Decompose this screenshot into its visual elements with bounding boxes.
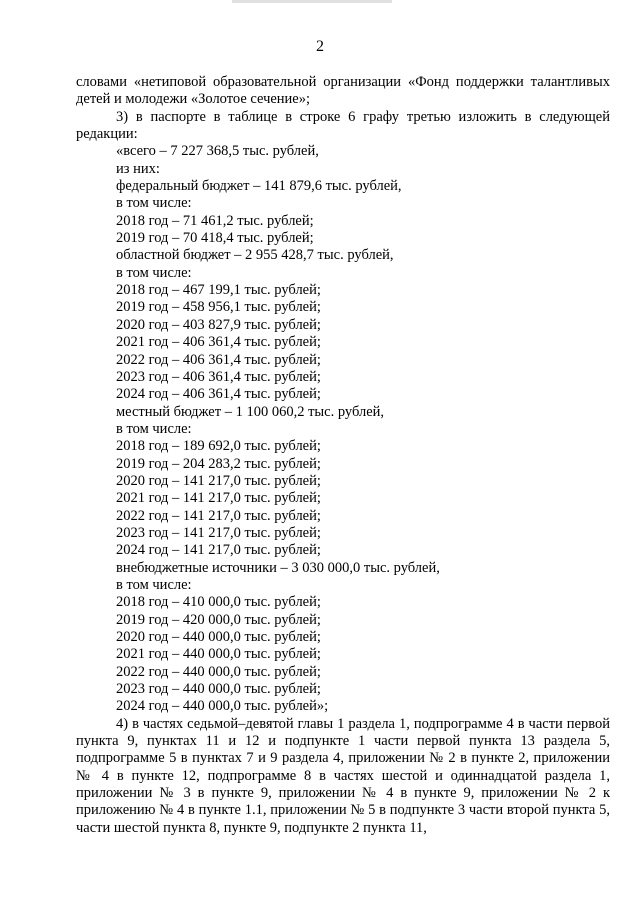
funding-line: 2020 год – 403 827,9 тыс. рублей; [116,316,321,333]
funding-line: в том числе: [116,264,192,281]
scan-artifact [232,0,392,3]
funding-line: 2024 год – 141 217,0 тыс. рублей; [116,542,321,559]
funding-line: 2018 год – 71 461,2 тыс. рублей; [116,212,314,229]
funding-line: 2023 год – 440 000,0 тыс. рублей; [116,681,321,698]
funding-line: федеральный бюджет – 141 879,6 тыс. рублей, [116,178,402,195]
funding-line: 2019 год – 458 956,1 тыс. рублей; [116,299,321,316]
funding-line: внебюджетные источники – 3 030 000,0 тыс. рублей, [116,559,440,576]
funding-line: из них: [116,160,160,177]
funding-line: 2022 год – 440 000,0 тыс. рублей; [116,663,321,680]
funding-line: в том числе: [116,420,192,437]
funding-line: в том числе: [116,576,192,593]
funding-line: 2022 год – 406 361,4 тыс. рублей; [116,351,321,368]
funding-line: 2019 год – 420 000,0 тыс. рублей; [116,611,321,628]
document-body [76,74,610,837]
funding-line: 2023 год – 406 361,4 тыс. рублей; [116,368,321,385]
funding-line: 2019 год – 70 418,4 тыс. рублей; [116,230,314,247]
funding-line: областной бюджет – 2 955 428,7 тыс. рублей, [116,247,394,264]
funding-line: 2021 год – 406 361,4 тыс. рублей; [116,334,321,351]
intro-paragraph: словами «нетиповой образовательной организации «Фонд поддержки талантливых детей и молодежи «Золотое сечение»; [76,74,610,108]
funding-line: 2022 год – 141 217,0 тыс. рублей; [116,507,321,524]
funding-line: 2018 год – 189 692,0 тыс. рублей; [116,438,321,455]
funding-line: 2024 год – 440 000,0 тыс. рублей»; [116,698,329,715]
funding-list [76,143,610,715]
funding-line: в том числе: [116,195,192,212]
item-4-paragraph: 4) в частях седьмой–девятой главы 1 раздела 1, подпрограмме 4 в части первой пункта 9, пунктах 11 и 12 и подпункте 1 части первой пункта 13 раздела 5, подпрограмме 5 в пунктах 7 и 9 раздела 4, приложении № 2 в пункте 2, приложении № 4 в пункте 12, подпрограмме 8 в частях шестой и одиннадцатой раздела 1, приложении № 3 в пункте 9, приложении № 4 в пункте 9, приложении № 2 к приложению № 4 в пункте 1.1, приложении № 5 в подпункте 3 части второй пункта 5, части шестой пункта 8, пункте 9, подпункте 2 пункта 11, [76,715,610,836]
page-number: 2 [316,38,324,55]
funding-line: 2021 год – 141 217,0 тыс. рублей; [116,490,321,507]
funding-line: 2019 год – 204 283,2 тыс. рублей; [116,455,321,472]
funding-line: 2024 год – 406 361,4 тыс. рублей; [116,386,321,403]
funding-line: 2023 год – 141 217,0 тыс. рублей; [116,524,321,541]
funding-line: 2020 год – 440 000,0 тыс. рублей; [116,629,321,645]
funding-line: 2021 год – 440 000,0 тыс. рублей; [116,646,321,663]
funding-line: 2018 год – 410 000,0 тыс. рублей; [116,594,321,611]
funding-line: «всего – 7 227 368,5 тыс. рублей, [116,143,319,160]
funding-line: 2020 год – 141 217,0 тыс. рублей; [116,472,321,489]
funding-line: местный бюджет – 1 100 060,2 тыс. рублей, [116,403,385,420]
funding-line: 2018 год – 467 199,1 тыс. рублей; [116,282,321,299]
item-3-paragraph: 3) в паспорте в таблице в строке 6 графу третью изложить в следующей редакции: [76,108,610,143]
